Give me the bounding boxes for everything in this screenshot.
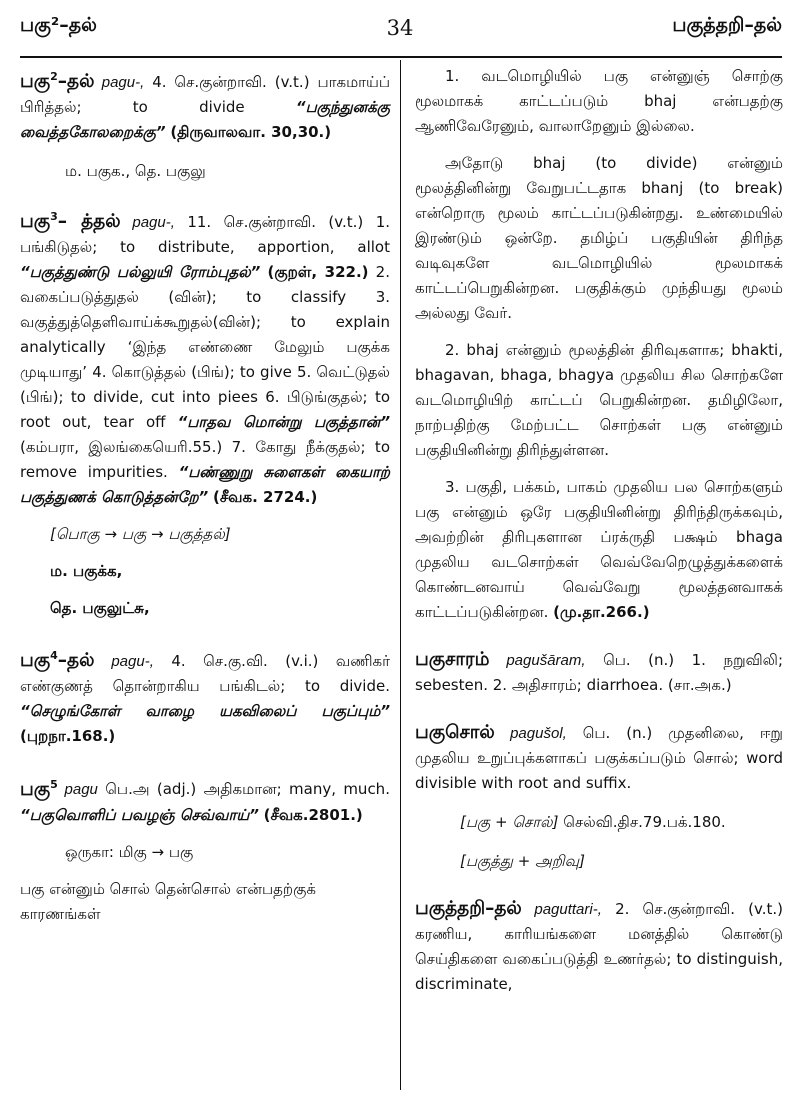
definition: அதிகமான; many, much.: [203, 780, 390, 799]
reasons-heading: பகு என்னும் சொல் தென்சொல் என்பதற்குக் காரணங்கள்: [20, 879, 316, 923]
grammar-label: பெ. (n.): [582, 724, 653, 742]
quotation: “பண்ணுறு சுளைகள் கையாற் பகுத்துணக் கொடுத்தன்றே”: [20, 463, 390, 507]
definition: முதனிலை, ஈறு முதலிய உறுப்புக்களாகப் பகுக்கப்படும் சொல்; word divisible with root and suffix.: [415, 724, 783, 792]
derivation: [பகு + சொல்] செல்வி.திச.79.பக்.180.: [460, 813, 726, 831]
sense-2: 2. வகைப்படுத்துதல் (வின்); to classify: [20, 263, 390, 307]
cognates: ம. பகுக., தெ. பகுலு: [65, 162, 206, 181]
citation: (குறள், 322.): [267, 263, 369, 282]
entry-pakusol: [415, 720, 783, 796]
column-divider: [400, 60, 401, 1090]
reason-3: 3. பகுதி, பக்கம், பாகம் முதலிய பல சொற்களும் பகு என்னும் ஒரே பகுதியினின்று திரிந்திருக்கவும், அவற்றின் திரிபுகளான ப்ரக்ருதி பக்ஷம் bhaga முதலிய வடசொற்கள் வெவ்வேறெழுத்துக்களைக் கொண்டனவாய் வெவ்வேறு மூலத்தனவாகக் காட்டப்படுகின்றன. (மு.தா.266.): [415, 478, 783, 621]
quotation: “பாதவ மொன்று பகுத்தான்”: [177, 413, 390, 432]
quotation: “பகுத்துண்டு பல்லுயி ரோம்புதல்”: [20, 263, 261, 282]
entry-paku5: [20, 771, 390, 827]
sense-3: 3. வகுத்துத்தெளிவாய்க்கூறுதல்(வின்); to explain analytically: [20, 288, 390, 357]
derivation-2: [பகுத்து + அறிவு]: [460, 852, 585, 870]
grammar-label: பெ. (n.): [603, 651, 675, 669]
transliteration: pagu-,: [94, 653, 154, 671]
citation: (சீவக.2801.): [263, 805, 363, 824]
definition: பாகமாய்ப் பிரித்தல்; to divide: [20, 73, 390, 117]
cognate-telugu: தெ. பகுலுட்சு,: [50, 599, 150, 618]
grammar-label: பெ.அ (adj.): [105, 780, 197, 799]
reason-1: 1. வடமொழியில் பகு என்னுஞ் சொற்கு மூலமாகக் காட்டப்படும் bhaj என்பதற்கு ஆணிவேரேனும், வாலாறேனும் இல்லை.: [415, 67, 783, 135]
headword: பகு$^5$: [20, 777, 58, 800]
definition: வணிகர் எண்குணத் தொன்றாகிய பங்கிடல்; to divide.: [20, 652, 390, 696]
sense-6: 6. பிடுங்குதல்; to root out, tear off: [20, 388, 390, 432]
entry-paku4: [20, 643, 390, 749]
headword: பகு$^4$–தல்: [20, 649, 95, 672]
definition: 1. நறுவிலி; sebesten. 2. அதிசாரம்; diarrhoea. (சா.அக.): [415, 651, 783, 694]
example: ‘இந்த எண்ணை மேலும் பகுக்க முடியாது’: [20, 338, 390, 382]
transliteration: pagu-,: [94, 74, 145, 92]
sense-5: 5. வெட்டுதல் (பிங்); to divide, cut into piees: [20, 363, 390, 407]
citation: (சீவக. 2724.): [212, 488, 318, 507]
grammar-label: 11. செ.குன்றாவி. (v.t.): [187, 213, 364, 232]
quotation: “பகுவொளிப் பவழஞ் செவ்வாய்”: [20, 805, 259, 824]
definition: கரணிய, காரியங்களை மனத்தில் கொண்டு செய்திகளை வகைப்படுத்தி உணர்தல்; to distinguish, discriminate,: [415, 925, 783, 993]
derivation: [பொகு → பகு → பகுத்தல்]: [50, 525, 231, 544]
grammar-label: 4. செ.கு.வி. (v.i.): [171, 652, 319, 671]
left-column: [20, 64, 390, 927]
citation: (புறநா.168.): [20, 727, 116, 746]
headword: பகுசாரம்: [415, 649, 490, 670]
citation: (கம்பரா, இலங்கையெரி.55.): [20, 438, 223, 457]
transliteration: pagu: [57, 781, 98, 799]
comparison-note: ஒருகா: மிகு → பகு: [65, 842, 194, 861]
sense-4: 4. கொடுத்தல் (பிங்); to give: [92, 363, 292, 382]
reason-2: 2. bhaj என்னும் மூலத்தின் திரிவுகளாக; bhakti, bhagavan, bhaga, bhagya முதலிய சில சொற்களே வடமொழியிற் காட்டப் பெறுகின்றன. தமிழிலோ, நாற்பதிற்கு மேற்பட்ட சொற்கள் பகு என்னும் பகுதியினின்று திரிந்துள்ளன.: [415, 341, 783, 459]
transliteration: pagu-,: [120, 214, 175, 232]
right-column: [415, 64, 783, 997]
cognate-malayalam: ம. பகுக்க,: [50, 562, 123, 581]
headword: பகு$^3$– த்தல்: [20, 210, 121, 233]
grammar-label: 4. செ.குன்றாவி. (v.t.): [152, 73, 310, 92]
entry-paku3: [20, 204, 390, 510]
sense-1: 1. பங்கிடுதல்; to distribute, apportion, allot: [20, 213, 390, 257]
quotation: “பகுந்துனக்கு வைத்தகோலறைக்கு”: [20, 98, 390, 142]
page-header: [0, 0, 800, 60]
headword: பகுசொல்: [415, 722, 495, 743]
header-right-headword: பகுத்தறி–தல்: [672, 14, 782, 36]
header-rule: [20, 56, 782, 58]
grammar-label: 2. செ.குன்றாவி. (v.t.): [615, 900, 783, 918]
transliteration: pagušāram,: [489, 652, 586, 669]
entry-pakusaram: [415, 647, 783, 698]
sense-7: 7. கோது நீக்குதல்; to remove impurities.: [20, 438, 390, 482]
quotation: “செழுங்கோள் வாழை யகவிலைப் பகுப்பும்”: [20, 702, 390, 721]
entry-paku2: [20, 64, 390, 145]
reason-1-continued: அதோடு bhaj (to divide) என்னும் மூலத்தினின்று வேறுபட்டதாக bhanj (to break) என்றொரு மூலம் காட்டப்படுகின்றது. உண்மையில் இரண்டும் ஒன்றே. தமிழ்ப் பகுதியின் திரிந்த வடிவுகளே வடமொழியில் மூலமாகக் காட்டப்பெறுகின்றன. பகுதிக்கும் முந்தியது மூலம் அல்லது வேர்.: [415, 154, 783, 322]
entry-pakuttari: [415, 896, 783, 997]
citation: (மு.தா.266.): [553, 603, 650, 621]
page-number: 34: [386, 16, 414, 40]
headword: பகு$^2$–தல்: [20, 70, 95, 93]
header-left-headword: பகு²–தல்: [20, 14, 97, 36]
citation: செல்வி.திச.79.பக்.180.: [563, 813, 726, 831]
citation: (திருவாலவா. 30,30.): [170, 123, 332, 142]
transliteration: paguttari-,: [521, 901, 602, 918]
headword: பகுத்தறி–தல்: [415, 898, 522, 919]
transliteration: pagušol,: [494, 725, 567, 742]
